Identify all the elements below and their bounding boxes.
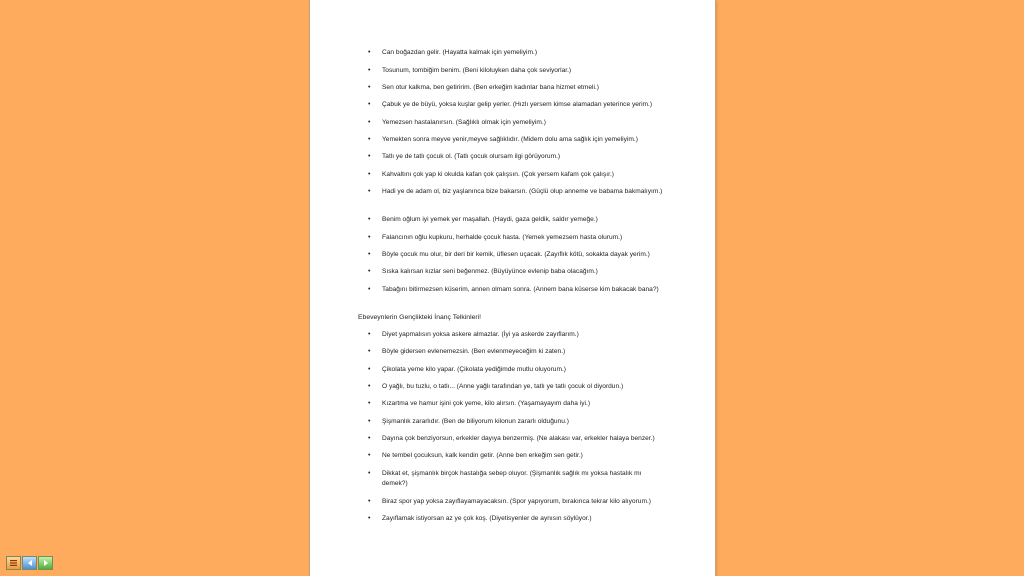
bullet-icon: • (368, 136, 371, 143)
slide-navigation (6, 556, 53, 570)
bullet-icon: • (368, 498, 371, 505)
list-item: • Yemezsen hastalanırsın. (Sağlıklı olmak için yemeliyim.) (368, 119, 546, 126)
list-item: • Benim oğlum iyi yemek yer maşallah. (Haydi, gaza geldik, saldır yemeğe.) (368, 216, 598, 223)
previous-arrow-icon[interactable] (22, 556, 37, 570)
list-item: • Zayıflamak istiyorsan az ye çok koş. (Diyetisyenler de aynısın söylüyor.) (368, 515, 592, 522)
bullet-icon: • (368, 234, 371, 241)
bullet-icon: • (368, 268, 371, 275)
bullet-icon: • (368, 119, 371, 126)
list-item: • Dayına çok benziyorsun, erkekler dayıya benzermiş. (Ne alakası var, erkekler halaya benzer.) (368, 435, 655, 442)
list-item: • Sıska kalırsan kızlar seni beğenmez. (Büyüyünce evlenip baba olacağım.) (368, 268, 598, 275)
list-item: • Dikkat et, şişmanlık birçok hastalığa sebep oluyor. (Şişmanlık sağlık mı yoksa hastalık mı demek?) (368, 470, 642, 487)
bullet-icon: • (368, 286, 371, 293)
list-item: • Can boğazdan gelir. (Hayatta kalmak için yemeliyim.) (368, 49, 538, 56)
right-arrow-glyph (42, 559, 50, 567)
bullet-icon: • (368, 188, 371, 195)
list-item: • Diyet yapmalısın yoksa askere almazlar. (İyi ya askerde zayıflarım.) (368, 331, 579, 338)
list-item: • Çikolata yeme kilo yapar. (Çikolata yediğimde mutlu oluyorum.) (368, 366, 566, 373)
bullet-icon: • (368, 101, 371, 108)
list-item: • Tabağını bitirmezsen küserim, annen olmam sonra. (Annem bana küserse kim bakacak bana?) (368, 286, 659, 293)
bullet-icon: • (368, 171, 371, 178)
document-content (310, 0, 715, 576)
list-item: • Tatlı ye de tatlı çocuk ol. (Tatlı çocuk olursam ilgi görüyorum.) (368, 153, 561, 160)
list-item: • Hadi ye de adam ol, biz yaşlanınca bize bakarsın. (Güçlü olup anneme ve babama bakmalıyım.) (368, 188, 663, 195)
bullet-icon: • (368, 67, 371, 74)
list-item: • Böyle çocuk mu olur, bir deri bir kemik, üflesen uçacak. (Zayıflık kötü, sokakta dayak yerim.) (368, 251, 650, 258)
list-item: • Yemekten sonra meyve yenir,meyve sağlıklıdır. (Midem dolu ama sağlık için yemeliyim.) (368, 136, 638, 143)
bullet-icon: • (368, 400, 371, 407)
left-arrow-glyph (26, 559, 34, 567)
bullet-icon: • (368, 515, 371, 522)
bullet-icon: • (368, 251, 371, 258)
bullet-icon: • (368, 216, 371, 223)
bullet-icon: • (368, 366, 371, 373)
list-item: • Şişmanlık zararlıdır. (Ben de biliyorum kilonun zararlı olduğunu.) (368, 418, 569, 425)
list-item: • Biraz spor yap yoksa zayıflayamayacaksın. (Spor yapıyorum, bırakınca tekrar kilo alıyorum.) (368, 498, 651, 505)
list-item: • Falancının oğlu kupkuru, herhalde çocuk hasta. (Yemek yemezsem hasta olurum.) (368, 234, 623, 241)
list-item: • O yağlı, bu tuzlu, o tatlı... (Anne yağlı tarafından ye, tatlı ye tatlı çocuk ol diyordun.) (368, 383, 624, 390)
bullet-icon: • (368, 49, 371, 56)
bullet-icon: • (368, 348, 371, 355)
menu-icon[interactable] (6, 556, 21, 570)
bullet-icon: • (368, 153, 371, 160)
menu-glyph (9, 559, 18, 567)
bullet-icon: • (368, 452, 371, 459)
list-item: • Ne tembel çocuksun, kalk kendin getir. (Anne ben erkeğim sen getir.) (368, 452, 583, 459)
list-item: • Kızartma ve hamur işini çok yeme, kilo alırsın. (Yaşamayayım daha iyi.) (368, 400, 591, 407)
bullet-icon: • (368, 383, 371, 390)
list-item: • Tosunum, tombiğim benim. (Beni kiloluyken daha çok seviyorlar.) (368, 67, 572, 74)
bullet-icon: • (368, 435, 371, 442)
next-arrow-icon[interactable] (38, 556, 53, 570)
document-page (310, 0, 715, 576)
bullet-icon: • (368, 470, 371, 477)
list-item: • Çabuk ye de büyü, yoksa kuşlar gelip yerler. (Hızlı yersem kimse alamadan yeterince yerim.) (368, 101, 653, 108)
bullet-icon: • (368, 331, 371, 338)
list-item: • Sen otur kalkma, ben getiririm. (Ben erkeğim kadınlar bana hizmet etmeli.) (368, 84, 599, 91)
list-item: • Böyle gidersen evlenemezsin. (Ben evlenmeyeceğim ki zaten.) (368, 348, 566, 355)
bullet-icon: • (368, 418, 371, 425)
list-item: • Kahvaltını çok yap ki okulda kafan çok çalışsın. (Çok yersem kafam çok çalışır.) (368, 171, 614, 178)
bullet-icon: • (368, 84, 371, 91)
section-heading: Ebeveynlerin Gençlikteki İnanç Telkinleri! (358, 314, 482, 321)
